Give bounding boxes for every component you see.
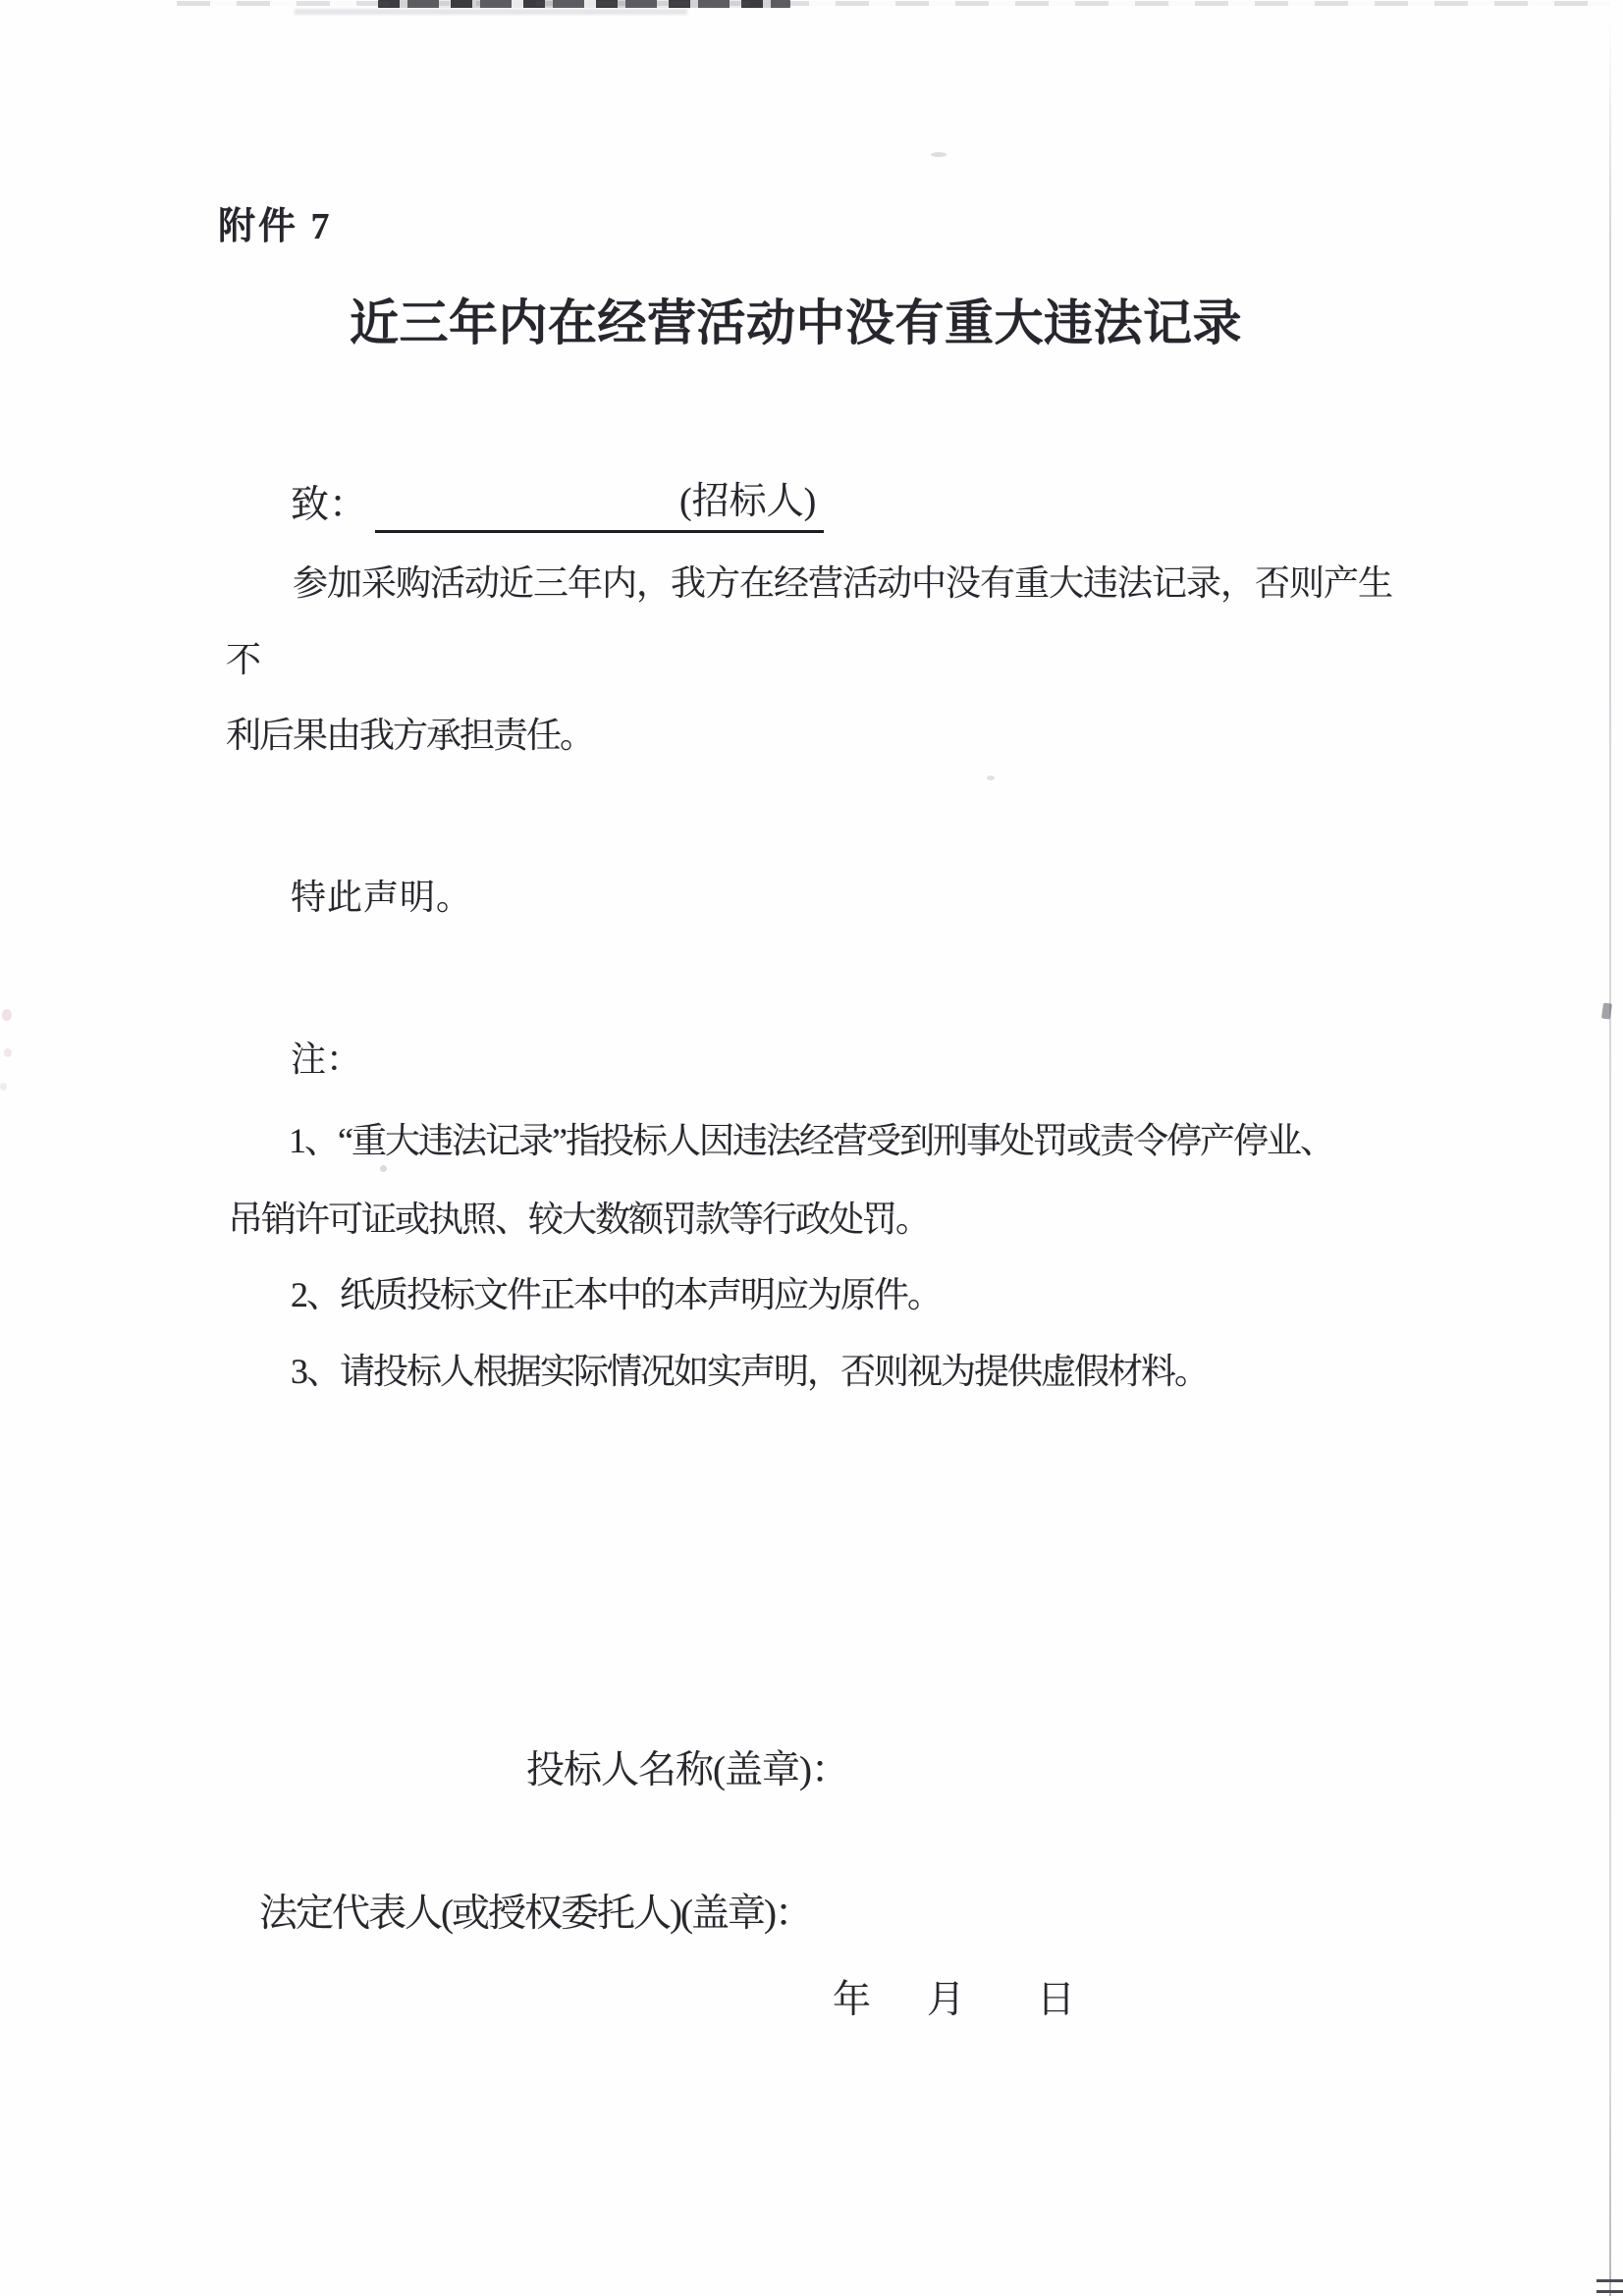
scan-speck-pink <box>0 1083 7 1091</box>
addressee-fill-in-blank <box>375 487 676 533</box>
document-title: 近三年内在经营活动中没有重大违法记录 <box>350 295 1242 350</box>
scan-artifact-corner-mark <box>1596 2279 1623 2293</box>
scan-speck <box>380 1165 387 1172</box>
note-1-line-1: 1、“重大违法记录”指投标人因违法经营受到刑事处罚或责令停产停业、 <box>289 1121 1333 1160</box>
date-month-label: 月 <box>927 1979 966 2021</box>
declaration-statement: 特此声明。 <box>291 878 473 917</box>
note-2: 2、纸质投标文件正本中的本声明应为原件。 <box>291 1275 942 1314</box>
date-day-label: 日 <box>1037 1979 1076 2021</box>
scan-speck-pink <box>2 1009 12 1021</box>
note-3: 3、请投标人根据实际情况如实声明，否则视为提供虚假材料。 <box>291 1352 1209 1391</box>
body-paragraph-line-1: 参加采购活动近三年内，我方在经营活动中没有重大违法记录，否则产生 <box>293 563 1393 603</box>
scan-artifact-right-edge-tick <box>1601 1002 1612 1019</box>
salutation-prefix: 致： <box>291 483 368 526</box>
body-paragraph-line-2: 不 <box>226 640 262 679</box>
date-year-label: 年 <box>833 1979 872 2021</box>
scan-speck <box>931 152 947 157</box>
scan-artifact-top-edge <box>378 0 790 8</box>
scan-speck <box>987 775 995 780</box>
signature-bidder-name-label: 投标人名称(盖章)： <box>526 1749 848 1791</box>
note-1-line-2: 吊销许可证或执照、较大数额罚款等行政处罚。 <box>228 1200 930 1239</box>
scan-artifact-top-smudge <box>295 9 687 15</box>
date-line <box>833 1977 1075 2025</box>
addressee-hint: (招标人) <box>676 479 824 533</box>
attachment-label: 附件 7 <box>218 206 333 247</box>
signature-legal-representative-label: 法定代表人(或授权委托人)(盖章)： <box>259 1893 811 1935</box>
notes-label: 注： <box>291 1040 362 1079</box>
salutation-line <box>291 479 824 536</box>
scan-artifact-top-edge-faint <box>177 1 1610 6</box>
body-paragraph-line-3: 利后果由我方承担责任。 <box>226 716 594 755</box>
scan-artifact-right-edge-line <box>1609 18 1611 2296</box>
scan-speck-pink <box>4 1048 12 1057</box>
